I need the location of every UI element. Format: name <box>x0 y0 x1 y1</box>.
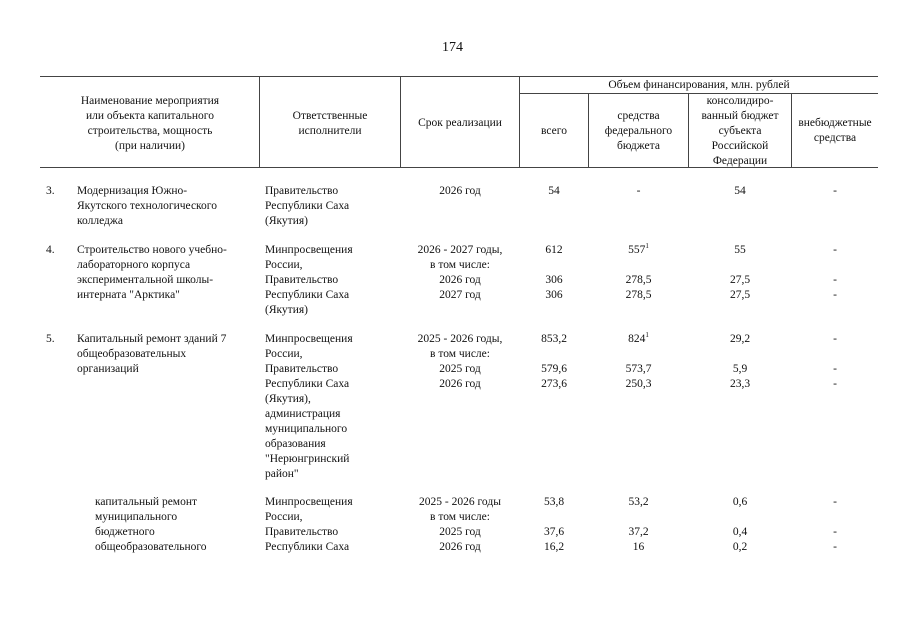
sub-row-regional: 0,4 <box>732 526 748 538</box>
sub-row-term: 2027 год <box>439 289 481 301</box>
row-federal: - <box>636 185 641 197</box>
header-regional: консолидиро- ванный бюджет субъекта Российской Федерации <box>701 95 779 167</box>
row-term: 2026 - 2027 годы, в том числе: <box>417 244 503 271</box>
sub-row-total: 37,6 <box>543 526 565 538</box>
row-federal: 53,2 <box>628 496 649 508</box>
row-total: 853,2 <box>541 333 567 345</box>
sub-row-term: 2026 год <box>439 378 481 390</box>
header-name: Наименование мероприятия или объекта капитального строительства, мощность (при наличии) <box>80 95 220 152</box>
row-extra: - <box>833 244 837 256</box>
row-name: Строительство нового учебно- лабораторного корпуса экспериментальной школы- интерната "Арктика" <box>77 244 227 301</box>
sub-row-extra: - <box>833 289 837 301</box>
sub-row-total: 306 <box>545 274 563 286</box>
sub-row-total: 16,2 <box>543 541 565 553</box>
page-number: 174 <box>442 40 463 55</box>
header-executors: Ответственные исполнители <box>292 110 368 137</box>
sub-row-total: 306 <box>545 289 563 301</box>
row-name: Капитальный ремонт зданий 7 общеобразовательных организаций <box>77 333 227 375</box>
row-executors: Минпросвещения России, Правительство Республики Саха (Якутия) <box>265 244 353 316</box>
header-federal: средства федерального бюджета <box>604 110 673 152</box>
sub-row-extra: - <box>833 378 837 390</box>
row-extra: - <box>833 333 837 345</box>
row-total: 54 <box>548 185 560 197</box>
row-extra: - <box>833 185 837 197</box>
row-term: 2025 - 2026 годы в том числе: <box>419 496 501 523</box>
row-regional: 55 <box>734 244 746 256</box>
sub-row-regional: 23,3 <box>729 378 751 390</box>
row-federal: $557^1$ <box>628 242 649 256</box>
sub-row-term: 2025 год <box>439 363 481 375</box>
header-term: Срок реализации <box>418 117 502 129</box>
sub-row-term: 2025 год <box>439 526 481 538</box>
header-divider <box>519 76 520 167</box>
sub-row-federal: 250,3 <box>625 378 652 390</box>
sub-row-total: 273,6 <box>541 378 567 390</box>
sub-row-federal: 37,2 <box>628 526 649 538</box>
sub-row-extra: - <box>833 526 837 538</box>
header-total: всего <box>541 125 567 137</box>
row-number: 5. <box>46 333 55 345</box>
row-term: 2025 - 2026 годы, в том числе: <box>417 333 503 360</box>
row-executors: Правительство Республики Саха (Якутия) <box>265 185 350 227</box>
row-extra: - <box>833 496 837 508</box>
sub-row-regional: 27,5 <box>729 289 751 301</box>
header-divider <box>400 76 401 167</box>
row-executors: Минпросвещения России, Правительство Республики Саха (Якутия), администрация муниципального образования "Нерюнгринский район" <box>265 333 353 480</box>
row-regional: 29,2 <box>729 333 751 345</box>
sub-row-extra: - <box>833 274 837 286</box>
header-divider <box>688 93 689 167</box>
row-term: 2026 год <box>439 185 481 197</box>
sub-row-term: 2026 год <box>439 541 481 553</box>
header-extrabudget: внебюджетные средства <box>798 117 872 144</box>
sub-row-term: 2026 год <box>439 274 481 286</box>
row-number: 4. <box>46 244 55 256</box>
row-regional: 54 <box>734 185 746 197</box>
row-regional: 0,6 <box>732 496 748 508</box>
sub-row-regional: 27,5 <box>729 274 751 286</box>
row-executors: Минпросвещения России, Правительство Республики Саха <box>265 496 353 553</box>
row-number: 3. <box>46 185 55 197</box>
row-total: 53,8 <box>543 496 565 508</box>
sub-row-federal: 278,5 <box>625 274 652 286</box>
sub-row-extra: - <box>833 541 837 553</box>
table-top-rule <box>40 76 878 77</box>
header-divider <box>259 76 260 167</box>
sub-row-regional: 5,9 <box>732 363 748 375</box>
row-name: Модернизация Южно- Якутского технологического колледжа <box>77 185 217 227</box>
sub-row-regional: 0,2 <box>732 541 748 553</box>
sub-row-extra: - <box>833 363 837 375</box>
sub-row-total: 579,6 <box>541 363 567 375</box>
sub-row-federal: 573,7 <box>625 363 652 375</box>
sub-row-federal: 278,5 <box>625 289 652 301</box>
sub-row-federal: 16 <box>632 541 645 553</box>
row-total: 612 <box>545 244 563 256</box>
row-name: капитальный ремонт муниципального бюджетного общеобразовательного <box>95 496 207 553</box>
header-funding-group: Объем финансирования, млн. рублей <box>608 79 790 91</box>
header-divider <box>588 93 589 167</box>
row-federal: $824^1$ <box>628 331 649 345</box>
